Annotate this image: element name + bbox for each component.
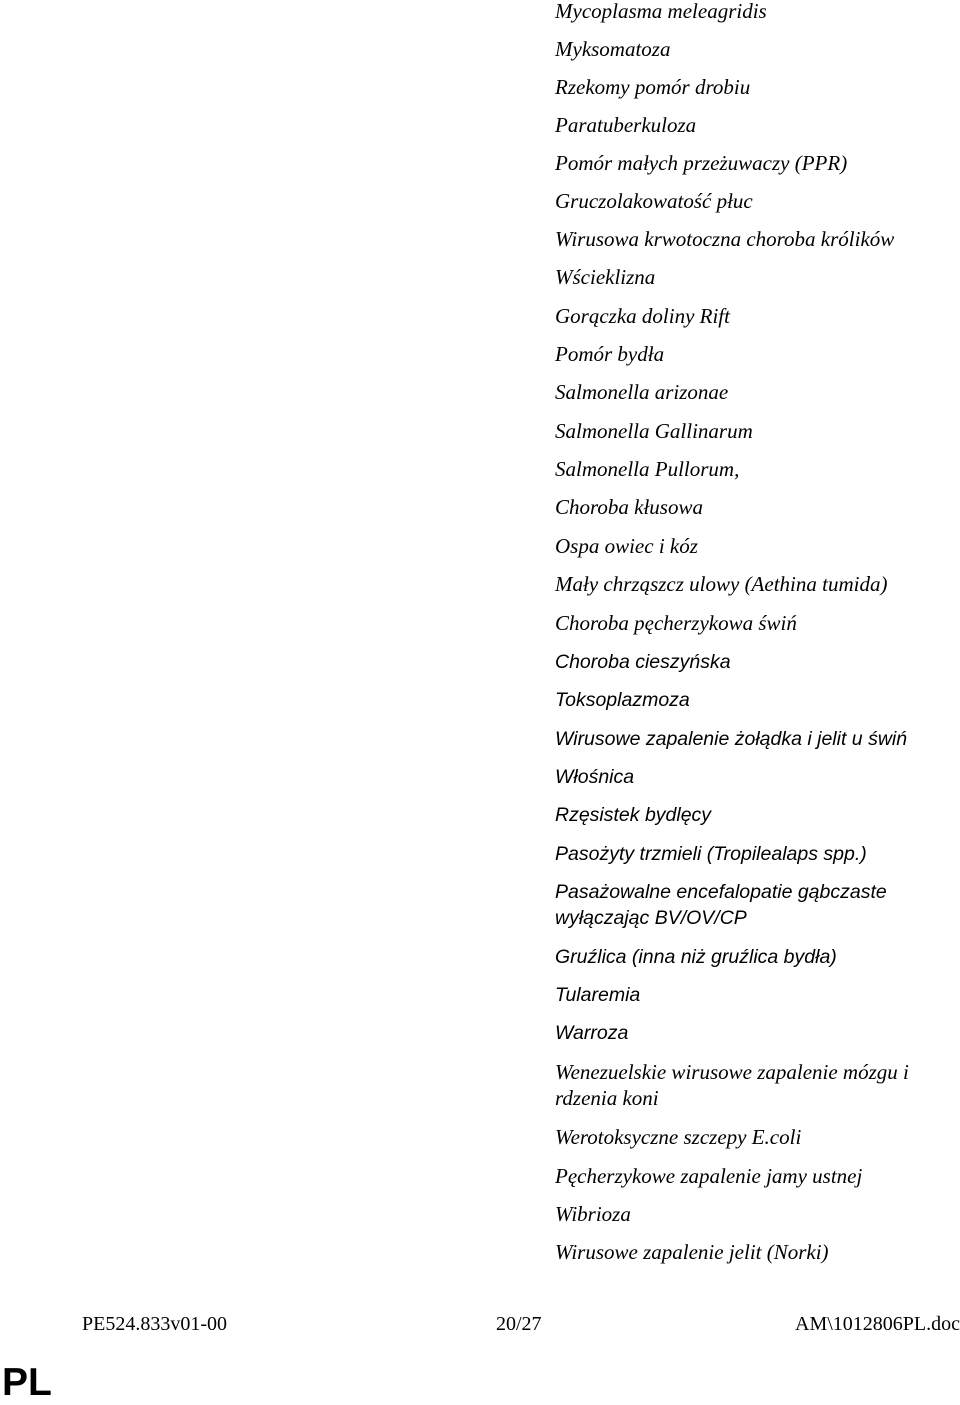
- list-item: Wenezuelskie wirusowe zapalenie mózgu i rdzenia koni: [555, 1060, 909, 1110]
- list-item: Myksomatoza: [555, 37, 671, 61]
- list-item: Salmonella arizonae: [555, 380, 729, 404]
- list-item: Mycoplasma meleagridis: [555, 0, 767, 23]
- list-item: Tularemia: [555, 984, 641, 1006]
- list-item: Wirusowa krwotoczna choroba królików: [555, 227, 895, 251]
- list-item: Wirusowe zapalenie żołądka i jelit u świń: [555, 728, 908, 750]
- list-item: Choroba cieszyńska: [555, 651, 731, 673]
- list-item: Salmonella Gallinarum: [555, 419, 753, 443]
- list-item: Paratuberkuloza: [555, 113, 697, 137]
- list-item: Rzęsistek bydlęcy: [555, 804, 712, 826]
- list-item: Pomór bydła: [555, 342, 665, 366]
- list-item: Ospa owiec i kóz: [555, 534, 698, 558]
- list-item: Włośnica: [555, 766, 635, 788]
- list-item: Warroza: [555, 1022, 629, 1044]
- list-item: Gruczolakowatość płuc: [555, 189, 753, 213]
- footer-document-id: AM\1012806PL.doc: [795, 1313, 960, 1335]
- list-item: Rzekomy pomór drobiu: [555, 75, 751, 99]
- list-item: Werotoksyczne szczepy E.coli: [555, 1125, 802, 1149]
- footer-reference: PE524.833v01-00: [82, 1313, 227, 1335]
- footer-page-number: 20/27: [496, 1313, 542, 1335]
- list-item: Pomór małych przeżuwaczy (PPR): [555, 151, 848, 175]
- list-item: Toksoplazmoza: [555, 689, 690, 711]
- language-label: PL: [2, 1361, 52, 1404]
- list-item: Gorączka doliny Rift: [555, 304, 730, 328]
- list-item: Pasożyty trzmieli (Tropilealaps spp.): [555, 843, 867, 865]
- list-item: Salmonella Pullorum,: [555, 457, 740, 481]
- list-item: Wirusowe zapalenie jelit (Norki): [555, 1240, 829, 1264]
- list-item: Mały chrząszcz ulowy (Aethina tumida): [555, 572, 888, 596]
- list-item: Choroba pęcherzykowa świń: [555, 611, 797, 635]
- list-item: Pasażowalne encefalopatie gąbczaste wyłączając BV/OV/CP: [555, 881, 887, 929]
- list-item: Wścieklizna: [555, 265, 656, 289]
- list-item: Gruźlica (inna niż gruźlica bydła): [555, 946, 837, 968]
- list-item: Choroba kłusowa: [555, 495, 703, 519]
- list-item: Wibrioza: [555, 1202, 631, 1226]
- list-item: Pęcherzykowe zapalenie jamy ustnej: [555, 1164, 863, 1188]
